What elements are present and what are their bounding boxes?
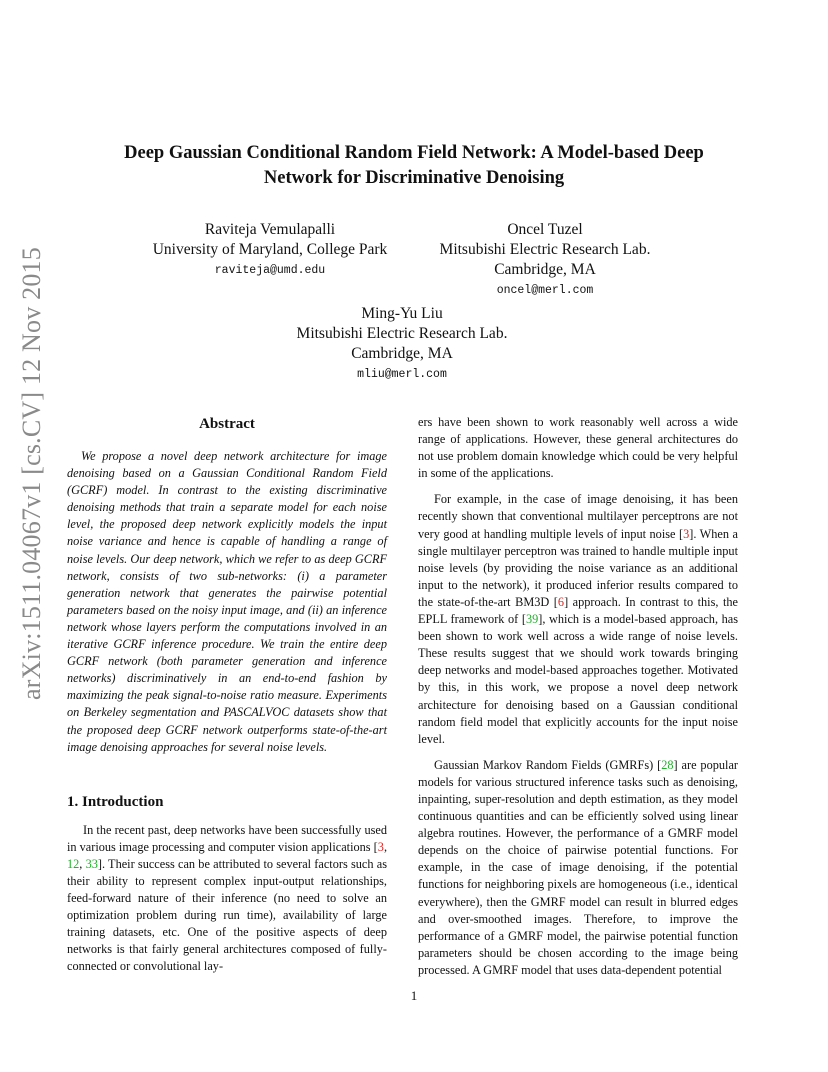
text-run: ,: [79, 856, 86, 871]
text-run: ,: [383, 839, 388, 854]
author-name: Ming-Yu Liu: [361, 305, 443, 322]
citation-link[interactable]: 6: [557, 594, 565, 609]
body-paragraph: [418, 757, 738, 979]
body-paragraph: [418, 491, 738, 747]
text-run: ] approach. In contrast to this, the EPLL framework of [: [418, 594, 739, 627]
text-run: In the recent past, deep networks have been successfully used in various image processing and computer vision applications [: [67, 822, 387, 854]
abstract-heading: Abstract: [199, 416, 255, 432]
paper-title: [70, 141, 758, 191]
citation-link[interactable]: 12: [67, 856, 80, 871]
text-run: ], which is a model-based approach, has been shown to work well across a wide range of noise levels. These results suggest that we should work towards bringing deep networks and model-based approaches together. Motivated by this, in this work, we propose a novel deep network architecture for denoising based on a Gaussian conditional random field model that explicitly accounts for the input noise level.: [418, 612, 738, 746]
citation-link[interactable]: 39: [525, 612, 539, 627]
citation-link[interactable]: 33: [85, 856, 98, 871]
author-block-1: [130, 220, 410, 281]
text-run: ]. When a single multilayer perceptron was trained to handle multiple input noise levels (by providing the noise variance as an additional input to the network), it produced inferior results compared to the state-of-the-art BM3D [: [418, 526, 738, 609]
right-column: [418, 414, 738, 979]
author-block-2: [420, 220, 670, 301]
author-block-3: [252, 304, 552, 385]
author-affiliation: Mitsubishi Electric Research Lab.: [296, 325, 508, 342]
page-number: 1: [410, 988, 418, 1003]
arxiv-stamp: arXiv:1511.04067v1 [cs.CV] 12 Nov 2015: [17, 247, 46, 700]
text-run: ] are popular models for various structured inference tasks such as denoising, inpainting, super-resolution and depth estimation, as they model continuous quantities and can be efficiently solved using linear algebra routines. However, the performance of a GMRF model depends on the choice of pairwise potential functions. For example, in the case of image denoising, if the potential functions for neighboring pixels are homogeneous (i.e., identical everywhere), then the GMRF model can result in blurred edges and over-smoothed images. Therefore, to improve the performance of a GMRF model, the pairwise potential function parameters should be chosen according to the image being processed. A GMRF model that uses data-dependent potential: [418, 757, 738, 977]
title-line-1: Deep Gaussian Conditional Random Field Network: A Model-based Deep: [124, 143, 704, 163]
left-column: [67, 414, 387, 976]
author-email[interactable]: mliu@merl.com: [357, 368, 447, 381]
author-location: Cambridge, MA: [351, 345, 453, 362]
text-run: ]. Their success can be attributed to several factors such as their ability to represent complex input-output relationships, feed-forward nature of their inference (no need to solve an optimization problem during run time), availability of large training datasets, etc. One of the positive aspects of deep networks is that fairly general architectures composed of fully-connected or convolutional lay-: [67, 856, 387, 974]
abstract-text: We propose a novel deep network architecture for image denoising based on a Gaussian Conditional Random Field (GCRF) model. In contrast to the existing discriminative denoising methods that train a separate model for each noise level, the proposed deep network explicitly models the input noise variance and hence is capable of handling a range of noise levels. Our deep network, which we refer to as deep GCRF network, consists of two sub-networks: (i) a parameter generation network that generates the pairwise potential parameters based on the noisy input image, and (ii) an inference network whose layers perform the computations involved in an iterative GCRF inference procedure. We train the entire deep GCRF network (both parameter generation and inference networks) discriminatively in an end-to-end fashion by maximizing the peak signal-to-noise ratio measure. Experiments on Berkeley segmentation and PASCALVOC datasets show that the proposed deep GCRF network outperforms state-of-the-art image denoising approaches for several noise levels.: [67, 449, 387, 754]
author-name: Raviteja Vemulapalli: [204, 221, 336, 238]
author-email[interactable]: oncel@merl.com: [496, 284, 594, 297]
introduction-heading: 1. Introduction: [67, 793, 164, 810]
author-name: Oncel Tuzel: [507, 221, 583, 238]
title-line-2: Network for Discriminative Denoising: [263, 168, 565, 188]
citation-link[interactable]: 3: [377, 839, 384, 854]
citation-link[interactable]: 28: [661, 757, 674, 772]
citation-link[interactable]: 3: [683, 526, 690, 541]
text-run: Gaussian Markov Random Fields (GMRFs) [: [434, 757, 662, 772]
text-run: For example, in the case of image denoising, it has been recently shown that conventional multilayer perceptrons are not very good at handling multiple levels of input noise [: [418, 492, 738, 541]
introduction-paragraph: [67, 822, 387, 976]
author-affiliation: Mitsubishi Electric Research Lab.: [439, 241, 651, 258]
author-email[interactable]: raviteja@umd.edu: [214, 264, 326, 277]
body-paragraph: ers have been shown to work reasonably well across a wide range of applications. However, these general architectures do not use problem domain knowledge which could be very helpful in some of the applications.: [418, 415, 738, 481]
author-affiliation: University of Maryland, College Park: [152, 241, 388, 258]
author-location: Cambridge, MA: [494, 261, 596, 278]
